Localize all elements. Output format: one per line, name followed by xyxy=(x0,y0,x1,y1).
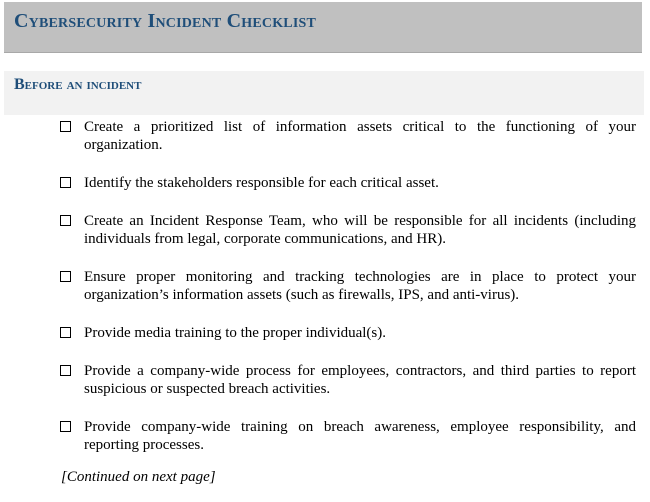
checklist-item xyxy=(60,174,636,192)
checkbox-icon[interactable] xyxy=(60,121,71,132)
checkbox-icon[interactable] xyxy=(60,327,71,338)
title-bar xyxy=(4,2,642,53)
checkbox-icon[interactable] xyxy=(60,421,71,432)
checkbox-icon[interactable] xyxy=(60,177,71,188)
checklist-item-text: Provide media training to the proper individual(s). xyxy=(84,325,387,341)
section-heading: Before an incident xyxy=(14,76,142,93)
checklist-item xyxy=(60,362,636,398)
checklist-item-text: Create an Incident Response Team, who will be responsible for all incidents (including individuals from legal, corporate communications, and HR). xyxy=(84,213,636,247)
checklist-item-text: Provide a company-wide process for employees, contractors, and third parties to report suspicious or suspected breach activities. xyxy=(84,363,636,397)
checklist-item-text: Create a prioritized list of information assets critical to the functioning of your organization. xyxy=(84,119,636,153)
continued-note: [Continued on next page] xyxy=(61,469,216,485)
checklist-item-text: Identify the stakeholders responsible for each critical asset. xyxy=(84,175,439,191)
checkbox-icon[interactable] xyxy=(60,271,71,282)
checklist-item xyxy=(60,118,636,154)
checklist-item xyxy=(60,212,636,248)
section-header-bar xyxy=(4,71,644,115)
document-title: Cybersecurity Incident Checklist xyxy=(14,10,317,32)
checkbox-icon[interactable] xyxy=(60,215,71,226)
checkbox-icon[interactable] xyxy=(60,365,71,376)
checklist-item xyxy=(60,418,636,454)
checklist-item xyxy=(60,324,636,342)
checklist-item xyxy=(60,268,636,304)
checklist-item-text: Ensure proper monitoring and tracking technologies are in place to protect your organization’s information assets (such as firewalls, IPS, and anti-virus). xyxy=(84,269,636,303)
checklist-item-text: Provide company-wide training on breach awareness, employee responsibility, and reporting processes. xyxy=(84,419,636,453)
